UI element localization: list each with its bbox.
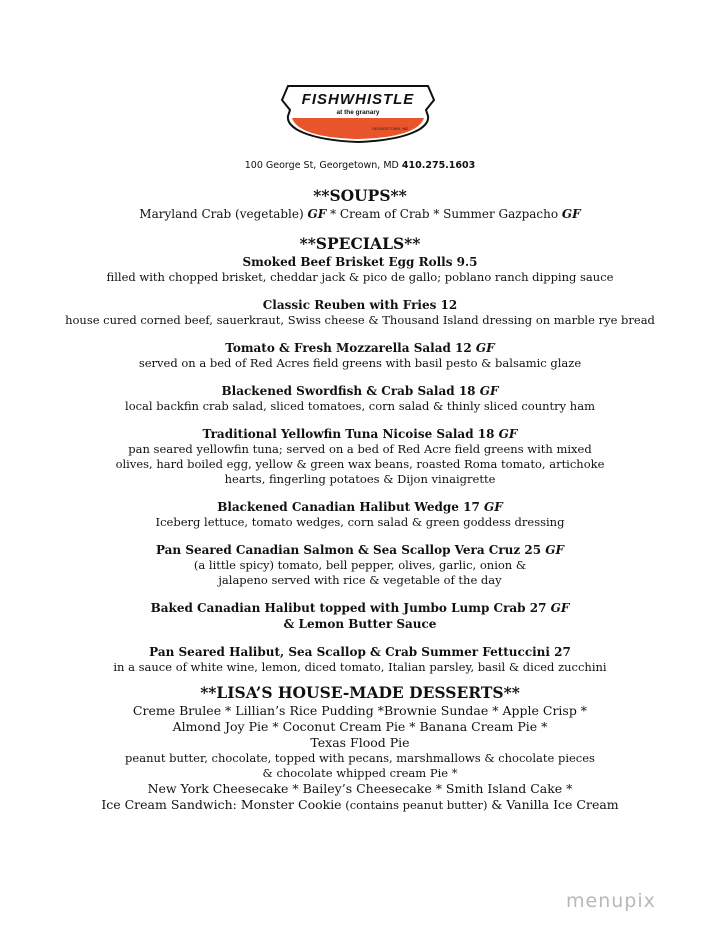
- menu-item: [0, 644, 720, 675]
- soups-heading: **SOUPS**: [313, 186, 407, 205]
- item-description: local backfin crab salad, sliced tomatoes, corn salad & thinly sliced country ham: [125, 399, 595, 413]
- item-description: in a sauce of white wine, lemon, diced tomato, Italian parsley, basil & diced zucchini: [113, 660, 607, 674]
- menupix-watermark: menupix: [566, 890, 656, 912]
- item-title: Smoked Beef Brisket Egg Rolls 9.5: [242, 255, 478, 269]
- item-description: house cured corned beef, sauerkraut, Swiss cheese & Thousand Island dressing on marble rye bread: [65, 313, 655, 327]
- menu-item: [0, 499, 720, 530]
- menu-item: [0, 297, 720, 328]
- menu-item: [0, 383, 720, 414]
- gf-badge: GF: [475, 341, 495, 355]
- desserts-heading: **LISA’S HOUSE-MADE DESSERTS**: [200, 683, 520, 702]
- gf-badge: GF: [479, 384, 499, 398]
- specials-heading: **SPECIALS**: [299, 234, 421, 253]
- item-title: Tomato & Fresh Mozzarella Salad 12 GF: [225, 341, 495, 355]
- item-title: Blackened Canadian Halibut Wedge 17 GF: [217, 500, 503, 514]
- item-description: (a little spicy) tomato, bell pepper, olives, garlic, onion & jalapeno served with rice & vegetable of the day: [193, 558, 527, 587]
- dessert-line: Almond Joy Pie * Coconut Cream Pie * Banana Cream Pie *: [172, 719, 548, 734]
- gf-badge: GF: [545, 543, 565, 557]
- item-title: Pan Seared Canadian Salmon & Sea Scallop Vera Cruz 25 GF: [155, 543, 565, 557]
- gf-badge: GF: [307, 207, 327, 221]
- dessert-description: peanut butter, chocolate, topped with pecans, marshmallows & chocolate pieces: [125, 751, 595, 765]
- soups-list: [0, 206, 720, 222]
- item-title: Baked Canadian Halibut topped with Jumbo Lump Crab 27 GF: [150, 601, 570, 615]
- logo-name: FISHWHISTLE: [301, 91, 415, 108]
- address-street: 100 George St, Georgetown, MD: [244, 160, 399, 171]
- item-description: served on a bed of Red Acres field greens with basil pesto & balsamic glaze: [138, 356, 582, 370]
- menu-item: [0, 600, 720, 632]
- item-description: & Lemon Butter Sauce: [283, 617, 437, 631]
- dessert-line: Creme Brulee * Lillian’s Rice Pudding *Brownie Sundae * Apple Crisp *: [132, 703, 588, 718]
- soup-text-2: * Cream of Crab * Summer Gazpacho: [326, 207, 559, 221]
- address-phone: 410.275.1603: [401, 160, 476, 171]
- item-description: Iceberg lettuce, tomato wedges, corn salad & green goddess dressing: [155, 515, 565, 529]
- restaurant-logo: [280, 82, 436, 146]
- dessert-description: & chocolate whipped cream Pie *: [262, 766, 458, 780]
- item-title: Blackened Swordfish & Crab Salad 18 GF: [221, 384, 499, 398]
- menu-item: [0, 340, 720, 371]
- soup-text-1: Maryland Crab (vegetable): [139, 207, 304, 221]
- address-line: [0, 160, 720, 171]
- dessert-line: Ice Cream Sandwich: Monster Cookie (contains peanut butter) & Vanilla Ice Cream: [101, 797, 619, 812]
- logo-tagline: at the granary: [336, 109, 380, 116]
- logo-location: GEORGETOWN, MD: [371, 127, 409, 131]
- gf-badge: GF: [498, 427, 518, 441]
- dessert-line: Texas Flood Pie: [310, 735, 410, 750]
- item-title: Traditional Yellowfin Tuna Nicoise Salad 18 GF: [202, 427, 518, 441]
- menu-body: [0, 186, 720, 813]
- item-title: Pan Seared Halibut, Sea Scallop & Crab Summer Fettuccini 27: [149, 645, 571, 659]
- menu-item: [0, 254, 720, 285]
- gf-badge: GF: [561, 207, 581, 221]
- gf-badge: GF: [550, 601, 570, 615]
- item-title: Classic Reuben with Fries 12: [262, 298, 458, 312]
- menu-item: [0, 426, 720, 487]
- dessert-line: New York Cheesecake * Bailey’s Cheesecake * Smith Island Cake *: [147, 781, 573, 796]
- item-description: pan seared yellowfin tuna; served on a bed of Red Acre field greens with mixed olives, hard boiled egg, yellow & green wax beans, roasted Roma tomato, artichoke hearts, fingerling potatoes & Dijon vinaigrette: [115, 442, 605, 486]
- item-description: filled with chopped brisket, cheddar jack & pico de gallo; poblano ranch dipping sauce: [106, 270, 614, 284]
- menu-item: [0, 542, 720, 588]
- gf-badge: GF: [484, 500, 503, 514]
